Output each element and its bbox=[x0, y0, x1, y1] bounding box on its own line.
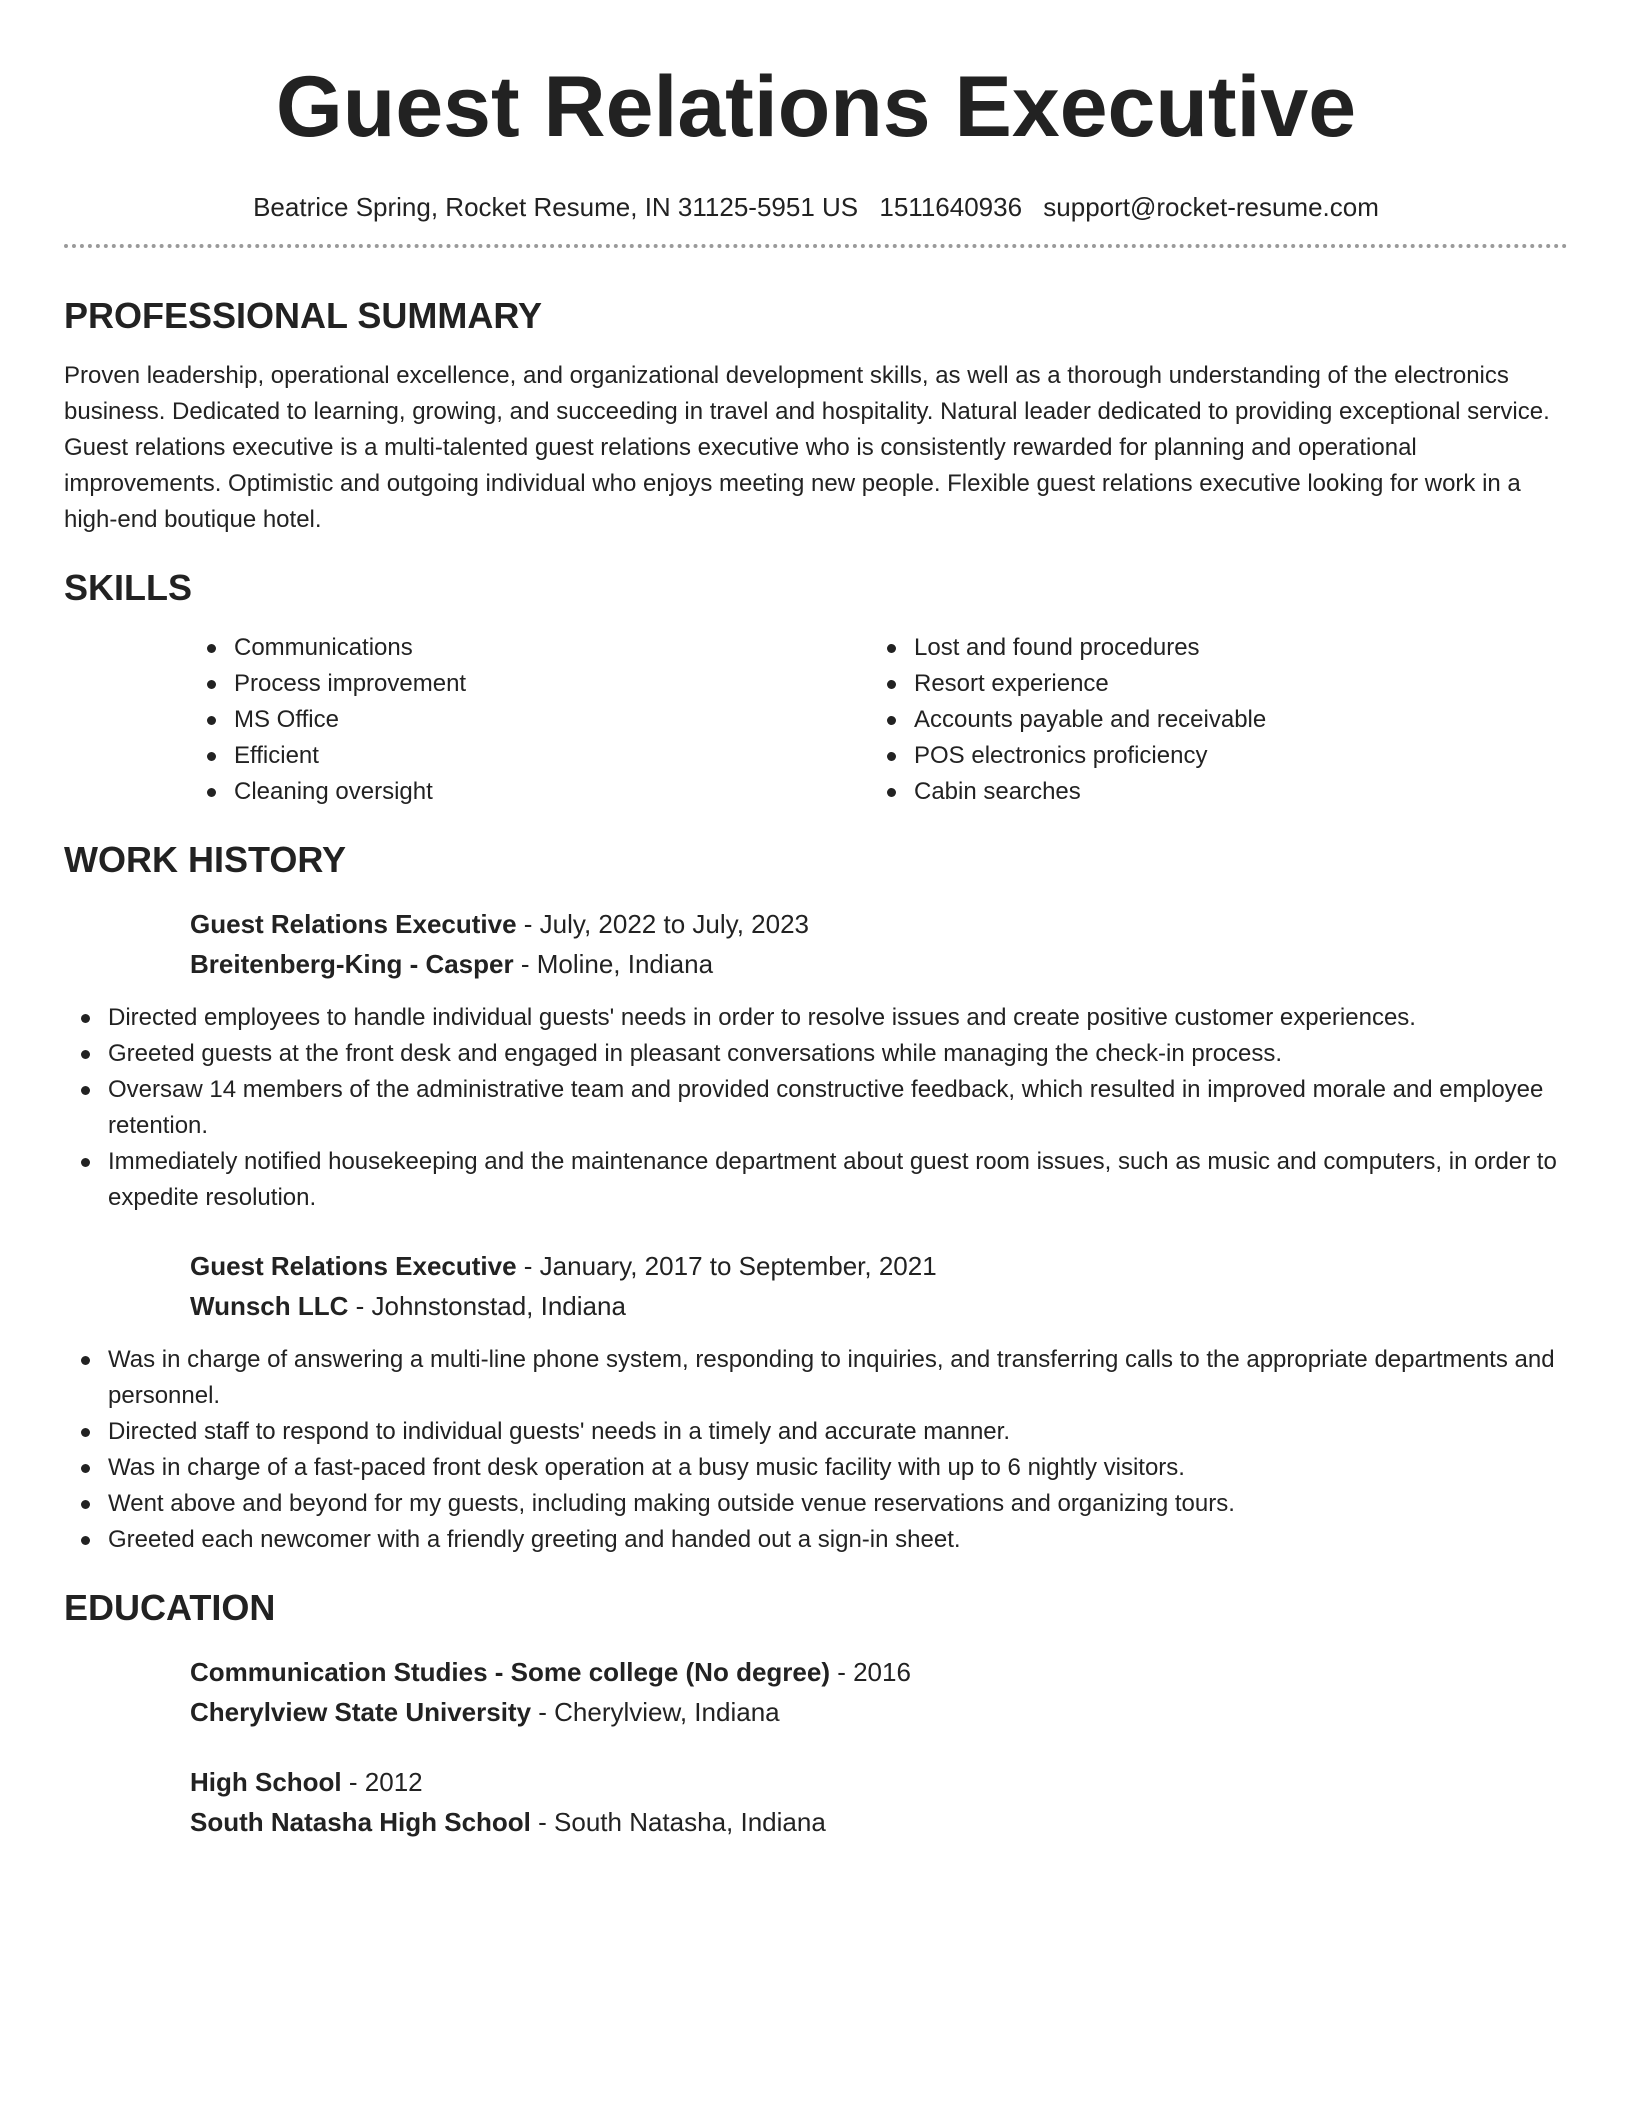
bullet-dot bbox=[81, 1464, 90, 1473]
skill-item: Resort experience bbox=[870, 666, 1550, 702]
bullet-dot bbox=[887, 752, 896, 761]
education-school: Cherylview State University bbox=[190, 1697, 532, 1727]
job-company: Breitenberg-King - Casper bbox=[190, 949, 514, 979]
bullet-dot bbox=[207, 752, 216, 761]
bullet-dot bbox=[81, 1428, 90, 1437]
bullet-dot bbox=[81, 1158, 90, 1167]
bullet-dot bbox=[81, 1356, 90, 1365]
skills-grid bbox=[190, 630, 1568, 810]
job-title-line bbox=[190, 1246, 1568, 1286]
education-year: - 2012 bbox=[341, 1767, 423, 1797]
skill-item: POS electronics proficiency bbox=[870, 738, 1550, 774]
bullet-dot bbox=[81, 1500, 90, 1509]
bullet-dot bbox=[207, 644, 216, 653]
summary-text: Proven leadership, operational excellence, and organizational development skills, as well as a thorough understanding of the electronics business. Dedicated to learning, growing, and succeeding in travel and hospitality. Natural leader dedicated to providing exceptional service. Guest relations executive is a multi-talented guest relations executive who is consistently rewarded for planning and operational improvements. Optimistic and outgoing individual who enjoys meeting new people. Flexible guest relations executive looking for work in a high-end boutique hotel. bbox=[64, 362, 1550, 533]
job-bullet: Greeted guests at the front desk and engaged in pleasant conversations while managing the check-in process. bbox=[64, 1036, 1568, 1072]
education-degree: Communication Studies - Some college (No degree) bbox=[190, 1657, 830, 1687]
job-location: - Johnstonstad, Indiana bbox=[348, 1291, 626, 1321]
job-company: Wunsch LLC bbox=[190, 1291, 349, 1321]
summary-heading: PROFESSIONAL SUMMARY bbox=[64, 295, 543, 336]
skill-item: Lost and found procedures bbox=[870, 630, 1550, 666]
skills-column-right bbox=[870, 630, 1550, 810]
contact-line bbox=[64, 190, 1568, 224]
skill-item: Communications bbox=[190, 630, 870, 666]
bullet-dot bbox=[207, 788, 216, 797]
education-location: - Cherylview, Indiana bbox=[531, 1697, 780, 1727]
header-divider bbox=[64, 244, 1568, 248]
bullet-dot bbox=[887, 716, 896, 725]
education-entry bbox=[190, 1762, 1568, 1842]
job-bullet: Directed employees to handle individual guests' needs in order to resolve issues and create positive customer experiences. bbox=[64, 1000, 1568, 1036]
contact-phone: 1511640936 bbox=[879, 192, 1023, 222]
job-bullet: Directed staff to respond to individual guests' needs in a timely and accurate manner. bbox=[64, 1414, 1568, 1450]
education-degree: High School bbox=[190, 1767, 342, 1797]
job-bullet: Was in charge of a fast-paced front desk operation at a busy music facility with up to 6 nightly visitors. bbox=[64, 1450, 1568, 1486]
job-bullet: Was in charge of answering a multi-line phone system, responding to inquiries, and transferring calls to the appropriate departments and personnel. bbox=[64, 1342, 1568, 1414]
job-title: Guest Relations Executive bbox=[190, 909, 517, 939]
job-bullet: Went above and beyond for my guests, including making outside venue reservations and organizing tours. bbox=[64, 1486, 1568, 1522]
job-company-line bbox=[190, 944, 1568, 984]
bullet-dot bbox=[207, 716, 216, 725]
education-school: South Natasha High School bbox=[190, 1807, 531, 1837]
education-school-line bbox=[190, 1692, 1568, 1732]
skill-item: MS Office bbox=[190, 702, 870, 738]
job-dates: - January, 2017 to September, 2021 bbox=[516, 1251, 937, 1281]
bullet-dot bbox=[81, 1050, 90, 1059]
job-bullet: Oversaw 14 members of the administrative team and provided constructive feedback, which resulted in improved morale and employee retention. bbox=[64, 1072, 1568, 1144]
education-degree-line bbox=[190, 1762, 1568, 1802]
job-bullet: Immediately notified housekeeping and the maintenance department about guest room issues, such as music and computers, in order to expedite resolution. bbox=[64, 1144, 1568, 1216]
bullet-dot bbox=[81, 1536, 90, 1545]
education-degree-line bbox=[190, 1652, 1568, 1692]
bullet-dot bbox=[81, 1086, 90, 1095]
bullet-dot bbox=[81, 1014, 90, 1023]
job-bullets bbox=[64, 1342, 1568, 1558]
bullet-dot bbox=[207, 680, 216, 689]
work-history-heading: WORK HISTORY bbox=[64, 839, 347, 880]
skills-column-left bbox=[190, 630, 870, 810]
resume-title: Guest Relations Executive bbox=[275, 59, 1357, 155]
job-entry bbox=[190, 1246, 1568, 1326]
education-heading: EDUCATION bbox=[64, 1587, 276, 1628]
skill-item: Cabin searches bbox=[870, 774, 1550, 810]
bullet-dot bbox=[887, 644, 896, 653]
education-school-line bbox=[190, 1802, 1568, 1842]
education-location: - South Natasha, Indiana bbox=[530, 1807, 826, 1837]
job-bullet: Greeted each newcomer with a friendly greeting and handed out a sign-in sheet. bbox=[64, 1522, 1568, 1558]
job-dates: - July, 2022 to July, 2023 bbox=[516, 909, 809, 939]
bullet-dot bbox=[887, 680, 896, 689]
skill-item: Accounts payable and receivable bbox=[870, 702, 1550, 738]
job-title: Guest Relations Executive bbox=[190, 1251, 517, 1281]
education-year: - 2016 bbox=[829, 1657, 911, 1687]
skill-item: Process improvement bbox=[190, 666, 870, 702]
job-entry bbox=[190, 904, 1568, 984]
job-company-line bbox=[190, 1286, 1568, 1326]
contact-address: Beatrice Spring, Rocket Resume, IN 31125-5951 US bbox=[253, 192, 859, 222]
job-bullets bbox=[64, 1000, 1568, 1216]
job-location: - Moline, Indiana bbox=[513, 949, 714, 979]
bullet-dot bbox=[887, 788, 896, 797]
skills-heading: SKILLS bbox=[64, 567, 193, 608]
skill-item: Efficient bbox=[190, 738, 870, 774]
education-entry bbox=[190, 1652, 1568, 1732]
contact-email: support@rocket-resume.com bbox=[1043, 192, 1379, 222]
skill-item: Cleaning oversight bbox=[190, 774, 870, 810]
job-title-line bbox=[190, 904, 1568, 944]
